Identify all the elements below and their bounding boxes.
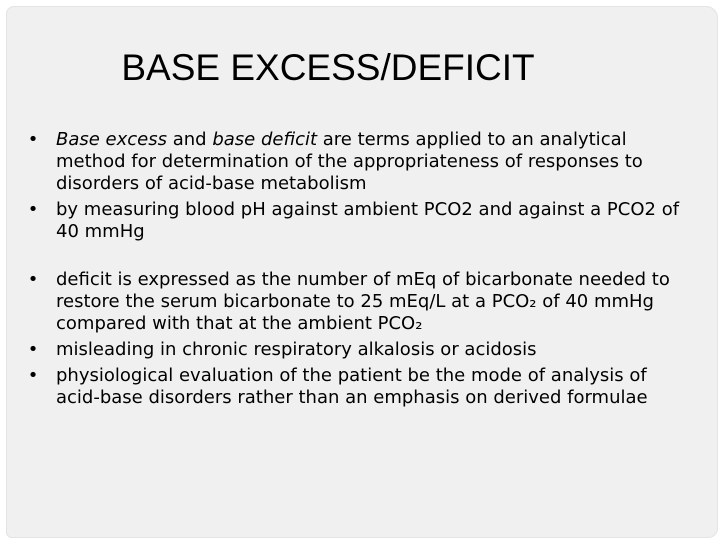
bullet-icon: • bbox=[27, 199, 39, 220]
bullet-text: are terms applied to an analytical method for determination of the appropriateness of responses to disorders of acid-base metabolism bbox=[56, 129, 643, 194]
bullet-list bbox=[27, 129, 684, 413]
bullet-text: misleading in chronic respiratory alkalosis or acidosis bbox=[56, 339, 537, 360]
term-base-deficit: base deficit bbox=[212, 129, 318, 150]
term-base-excess: Base excess bbox=[56, 129, 168, 150]
bullet-text: deficit is expressed as the number of mEq of bicarbonate needed to restore the serum bicarbonate to 25 mEq/L at a PCO₂ of 40 mmHg compared with that at the ambient PCO₂ bbox=[56, 269, 670, 334]
bullet-icon: • bbox=[27, 339, 39, 360]
bullet-item bbox=[27, 365, 684, 409]
slide-title: BASE EXCESS/DEFICIT bbox=[121, 47, 535, 88]
bullet-icon: • bbox=[27, 365, 39, 386]
bullet-icon: • bbox=[27, 129, 39, 150]
bullet-icon: • bbox=[27, 269, 39, 290]
bullet-text: and bbox=[167, 129, 213, 150]
bullet-text: physiological evaluation of the patient be the mode of analysis of acid-base disorders rather than an emphasis on derived formulae bbox=[56, 365, 648, 408]
bullet-text: by measuring blood pH against ambient PCO2 and against a PCO2 of 40 mmHg bbox=[56, 199, 680, 242]
bullet-item bbox=[27, 129, 684, 195]
bullet-item bbox=[27, 339, 684, 361]
bullet-item bbox=[27, 199, 684, 243]
bullet-item bbox=[27, 269, 684, 335]
